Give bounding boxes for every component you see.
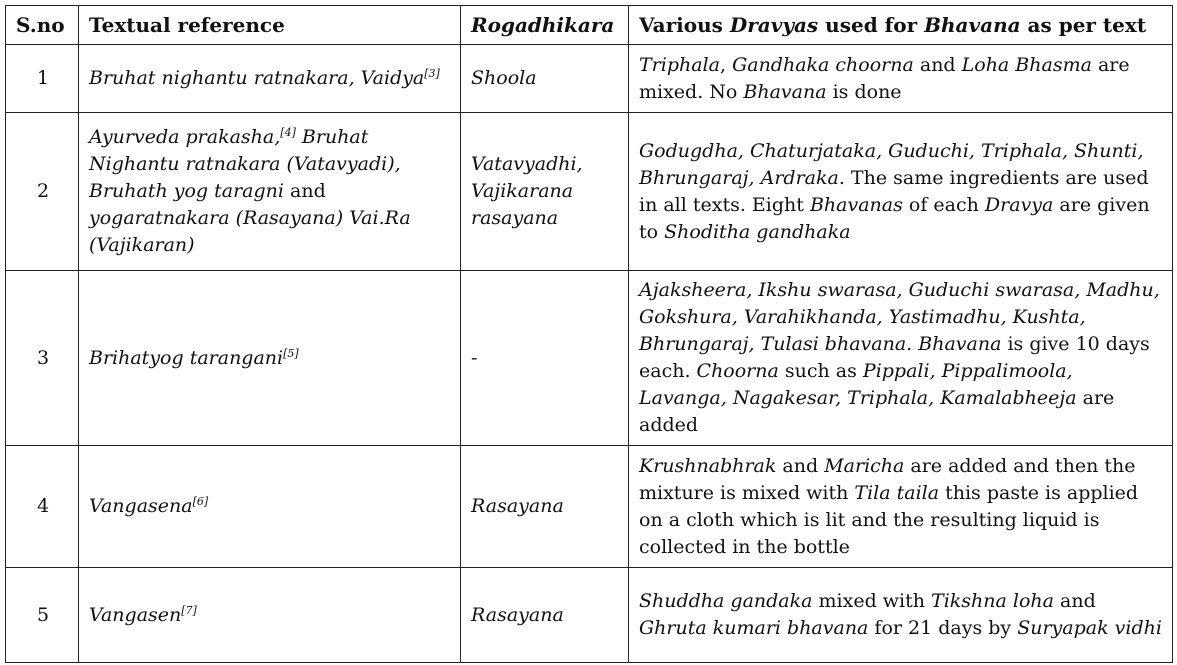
cell-dravyas: Krushnabhrak and Maricha are added and then the mixture is mixed with Tila taila this paste is applied on a cloth which is lit and the resulting liquid is collected in the bottle <box>629 446 1173 568</box>
cell-reference: Ayurveda prakasha,[4] Bruhat Nighantu ratnakara (Vatavyadi), Bruhath yog taragni and yogaratnakara (Rasayana) Vai.Ra (Vajikaran) <box>79 113 461 271</box>
cell-dravyas: Ajaksheera, Ikshu swarasa, Guduchi swarasa, Madhu, Gokshura, Varahikhanda, Yastimadhu, Kushta, Bhrungaraj, Tulasi bhavana. Bhavana is give 10 days each. Choorna such as Pippali, Pippalimoola, Lavanga, Nagakesar, Triphala, Kamalabheeja are added <box>629 271 1173 446</box>
table-row <box>6 45 1173 113</box>
cell-rogadhikara: Shoola <box>461 45 629 113</box>
table-row <box>6 271 1173 446</box>
cell-reference: Vangasen[7] <box>79 568 461 663</box>
cell-sno: 2 <box>6 113 79 271</box>
header-row <box>6 6 1173 45</box>
cell-sno: 3 <box>6 271 79 446</box>
cell-rogadhikara: Rasayana <box>461 568 629 663</box>
table-row <box>6 113 1173 271</box>
cell-sno: 1 <box>6 45 79 113</box>
cell-dravyas: Triphala, Gandhaka choorna and Loha Bhasma are mixed. No Bhavana is done <box>629 45 1173 113</box>
cell-sno: 4 <box>6 446 79 568</box>
cell-rogadhikara: Vatavyadhi, Vajikarana rasayana <box>461 113 629 271</box>
cell-dravyas: Shuddha gandaka mixed with Tikshna loha and Ghruta kumari bhavana for 21 days by Suryapak vidhi <box>629 568 1173 663</box>
cell-rogadhikara: Rasayana <box>461 446 629 568</box>
cell-rogadhikara: - <box>461 271 629 446</box>
table-row <box>6 446 1173 568</box>
reference-table <box>5 5 1173 663</box>
cell-dravyas: Godugdha, Chaturjataka, Guduchi, Triphala, Shunti, Bhrungaraj, Ardraka. The same ingredients are used in all texts. Eight Bhavanas of each Dravya are given to Shoditha gandhaka <box>629 113 1173 271</box>
table-row <box>6 568 1173 663</box>
cell-reference: Vangasena[6] <box>79 446 461 568</box>
header-rogadhikara: Rogadhikara <box>461 6 629 45</box>
header-sno: S.no <box>6 6 79 45</box>
cell-sno: 5 <box>6 568 79 663</box>
cell-reference: Brihatyog tarangani[5] <box>79 271 461 446</box>
header-reference: Textual reference <box>79 6 461 45</box>
cell-reference: Bruhat nighantu ratnakara, Vaidya[3] <box>79 45 461 113</box>
header-dravyas: Various Dravyas used for Bhavana as per text <box>629 6 1173 45</box>
